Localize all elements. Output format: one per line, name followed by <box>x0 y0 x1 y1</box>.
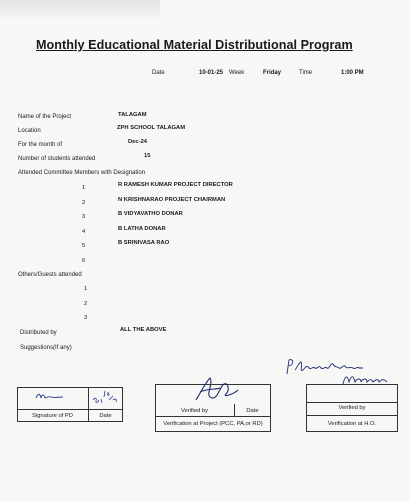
distributed-label: Distributed by <box>20 330 57 336</box>
time-label: Time <box>299 70 313 76</box>
project-verified-label: Verified by <box>180 408 209 414</box>
committee-num: 6 <box>82 258 86 264</box>
week-label: Week <box>229 70 245 76</box>
date-value: 10-01-25 <box>199 70 224 76</box>
month-label: For the month of <box>18 142 63 148</box>
location-value: ZPH SCHOOL TALAGAM <box>117 125 186 131</box>
scan-edge-shadow <box>0 0 160 18</box>
divider <box>306 402 398 403</box>
ho-signature-handwritten <box>283 356 405 388</box>
divider <box>306 415 398 416</box>
page-title: Monthly Educational Material Distributional Program <box>36 38 353 52</box>
guest-num: 1 <box>84 286 88 292</box>
students-value: 15 <box>144 153 151 159</box>
guest-num: 3 <box>84 315 88 321</box>
project-label: Name of the Project <box>18 114 72 120</box>
committee-member: B LATHA DONAR <box>118 226 166 232</box>
suggestions-label: Suggestions(If any) <box>20 345 72 351</box>
week-value: Friday <box>263 70 282 76</box>
divider <box>155 416 271 417</box>
committee-member: N KRISHNARAO PROJECT CHAIRMAN <box>118 197 226 203</box>
distributed-value: ALL THE ABOVE <box>120 327 167 333</box>
committee-num: 3 <box>82 214 86 220</box>
project-signature-scribble <box>190 372 240 406</box>
divider <box>17 409 123 410</box>
pd-date-handwritten <box>91 388 121 408</box>
time-value: 1:00 PM <box>341 70 364 76</box>
committee-num: 5 <box>82 243 86 249</box>
committee-num: 2 <box>82 200 86 206</box>
committee-member: B VIDYAVATHO DONAR <box>118 211 183 217</box>
guests-label: Others/Guests attended <box>18 272 82 278</box>
project-date-label: Date <box>246 408 259 414</box>
ho-verification-caption: Verification at H.O. <box>327 421 377 427</box>
pd-signature-scribble <box>35 389 69 403</box>
committee-member: B SRINIVASA RAO <box>118 240 170 246</box>
pd-date-label: Date <box>99 413 112 419</box>
guest-num: 2 <box>84 301 88 307</box>
committee-num: 4 <box>82 229 86 235</box>
project-verification-caption: Verification at Project (PCC, PA,or RD) <box>163 421 263 427</box>
project-value: TALAGAM <box>118 112 147 118</box>
committee-member: R RAMESH KUMAR PROJECT DIRECTOR <box>118 182 233 188</box>
pd-signature-label: Signature of PD <box>32 413 73 419</box>
students-label: Number of students attended <box>18 156 96 162</box>
ho-verified-label: Verified by <box>338 405 366 411</box>
location-label: Location <box>18 128 41 134</box>
month-value: Dec-24 <box>128 139 148 145</box>
date-label: Date <box>152 70 165 76</box>
committee-label: Attended Committee Members with Designation <box>18 170 146 176</box>
committee-num: 1 <box>82 185 86 191</box>
